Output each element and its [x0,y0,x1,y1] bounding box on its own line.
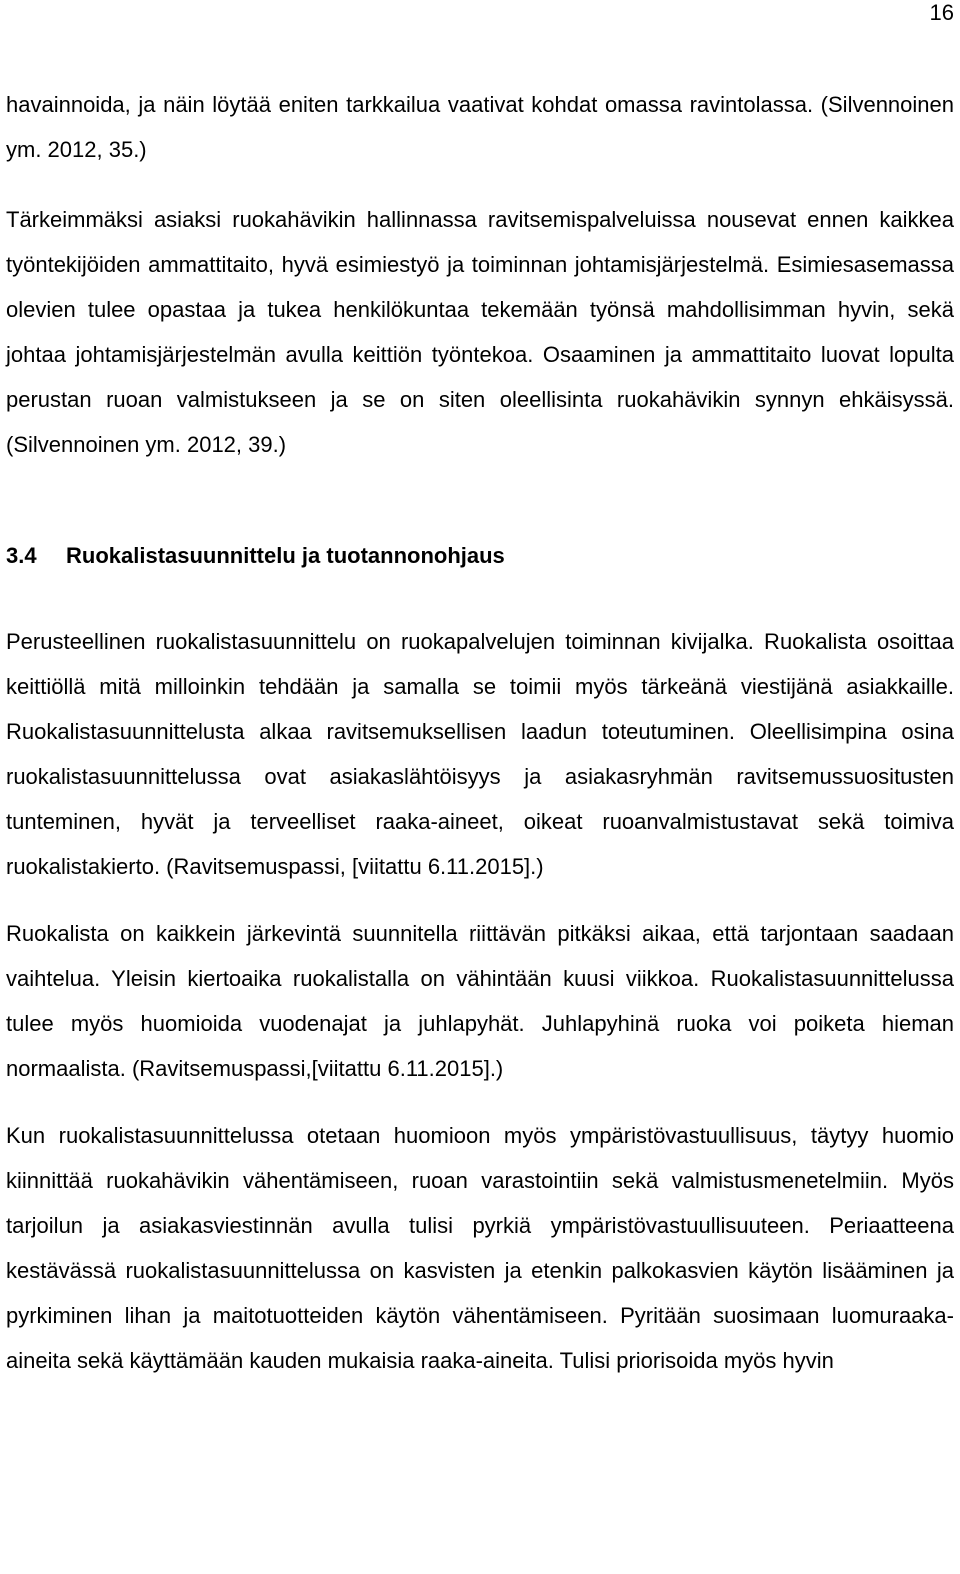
paragraph-2: Tärkeimmäksi asiaksi ruokahävikin hallinnassa ravitsemispalveluissa nousevat ennen kaikkea työntekijöiden ammattitaito, hyvä esimiestyö ja toiminnan johtamisjärjestelmä. Esimiesasemassa olevien tulee opastaa ja tukea henkilökuntaa tekemään työnsä mahdollisimman hyvin, sekä johtaa johtamisjärjestelmän avulla keittiön työntekoa. Osaaminen ja ammattitaito luovat lopulta perustan ruoan valmistukseen ja se on siten oleellisinta ruokahävikin synnyn ehkäisyssä. (Silvennoinen ym. 2012, 39.) [6,207,954,457]
section-number: 3.4 [6,543,37,568]
paragraph-1: havainnoida, ja näin löytää eniten tarkkailua vaativat kohdat omassa ravintolassa. (Silvennoinen ym. 2012, 35.) [6,92,954,162]
paragraph-3: Perusteellinen ruokalistasuunnittelu on ruokapalvelujen toiminnan kivijalka. Ruokalista osoittaa keittiöllä mitä milloinkin tehdään ja samalla se toimii myös tärkeänä viestijänä asiakkaille. Ruokalistasuunnittelusta alkaa ravitsemuksellisen laadun toteutuminen. Oleellisimpina osina ruokalistasuunnittelussa ovat asiakaslähtöisyys ja asiakasryhmän ravitsemussuositusten tunteminen, hyvät ja terveelliset raaka-aineet, oikeat ruoanvalmistustavat sekä toimiva ruokalistakierto. (Ravitsemuspassi, [viitattu 6.11.2015].) [6,629,954,879]
section-title: Ruokalistasuunnittelu ja tuotannonohjaus [66,543,505,568]
paragraph-5: Kun ruokalistasuunnittelussa otetaan huomioon myös ympäristövastuullisuus, täytyy huomio kiinnittää ruokahävikin vähentämiseen, ruoan varastointiin sekä valmistusmenetelmiin. Myös tarjoilun ja asiakasviestinnän avulla tulisi pyrkiä ympäristövastuullisuuteen. Periaatteena kestävässä ruokalistasuunnittelussa on kasvisten ja etenkin palkokasvien käytön lisääminen ja pyrkiminen lihan ja maitotuotteiden käytön vähentämiseen. Pyritään suosimaan luomuraaka-aineita sekä käyttämään kauden mukaisia raaka-aineita. Tulisi priorisoida myös hyvin [6,1123,954,1373]
page-number: 16 [929,0,954,25]
document-body [6,82,954,1383]
paragraph-4: Ruokalista on kaikkein järkevintä suunnitella riittävän pitkäksi aikaa, että tarjontaan saadaan vaihtelua. Yleisin kiertoaika ruokalistalla on vähintään kuusi viikkoa. Ruokalistasuunnittelussa tulee myös huomioida vuodenajat ja juhlapyhät. Juhlapyhinä ruoka voi poiketa hieman normaalista. (Ravitsemuspassi,[viitattu 6.11.2015].) [6,921,954,1081]
section-heading [6,541,954,571]
